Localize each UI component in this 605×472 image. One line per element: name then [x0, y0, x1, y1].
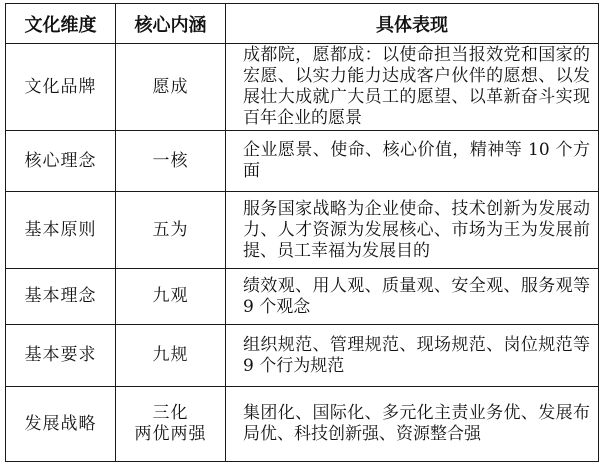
dimension-cell: 基本原则 [6, 192, 116, 269]
core-cell: 九观 [116, 269, 226, 325]
header-specific-performance: 具体表现 [226, 4, 599, 44]
core-cell: 五为 [116, 192, 226, 269]
dimension-cell: 基本理念 [6, 269, 116, 325]
dimension-cell: 文化品牌 [6, 44, 116, 131]
table-row [6, 269, 599, 325]
table-row [6, 387, 599, 462]
core-cell: 一核 [116, 131, 226, 192]
header-dimension: 文化维度 [6, 4, 116, 44]
dimension-cell: 基本要求 [6, 325, 116, 387]
detail-cell: 集团化、国际化、多元化主责业务优、发展布局优、科技创新强、资源整合强 [226, 387, 599, 462]
dimension-cell: 核心理念 [6, 131, 116, 192]
table-header-row [6, 4, 599, 44]
detail-cell: 绩效观、用人观、质量观、安全观、服务观等 9 个观念 [226, 269, 599, 325]
core-cell [116, 387, 226, 462]
dimension-cell: 发展战略 [6, 387, 116, 462]
table-row [6, 325, 599, 387]
detail-cell: 企业愿景、使命、核心价值，精神等 10 个方面 [226, 131, 599, 192]
culture-dimension-table [5, 3, 599, 462]
table-row [6, 192, 599, 269]
table-row [6, 44, 599, 131]
detail-cell: 服务国家战略为企业使命、技术创新为发展动力、人才资源为发展核心、市场为王为发展前提、员工幸福为发展目的 [226, 192, 599, 269]
core-cell: 九规 [116, 325, 226, 387]
core-cell: 愿成 [116, 44, 226, 131]
header-core-meaning: 核心内涵 [116, 4, 226, 44]
detail-cell: 成都院，愿都成：以使命担当报效党和国家的宏愿、以实力能力达成客户伙伴的愿想、以发展壮大成就广大员工的愿望、以革新奋斗实现百年企业的愿景 [226, 44, 599, 131]
core-line: 两优两强 [134, 424, 207, 444]
core-line: 三化 [152, 403, 189, 423]
table-row [6, 131, 599, 192]
detail-cell: 组织规范、管理规范、现场规范、岗位规范等 9 个行为规范 [226, 325, 599, 387]
